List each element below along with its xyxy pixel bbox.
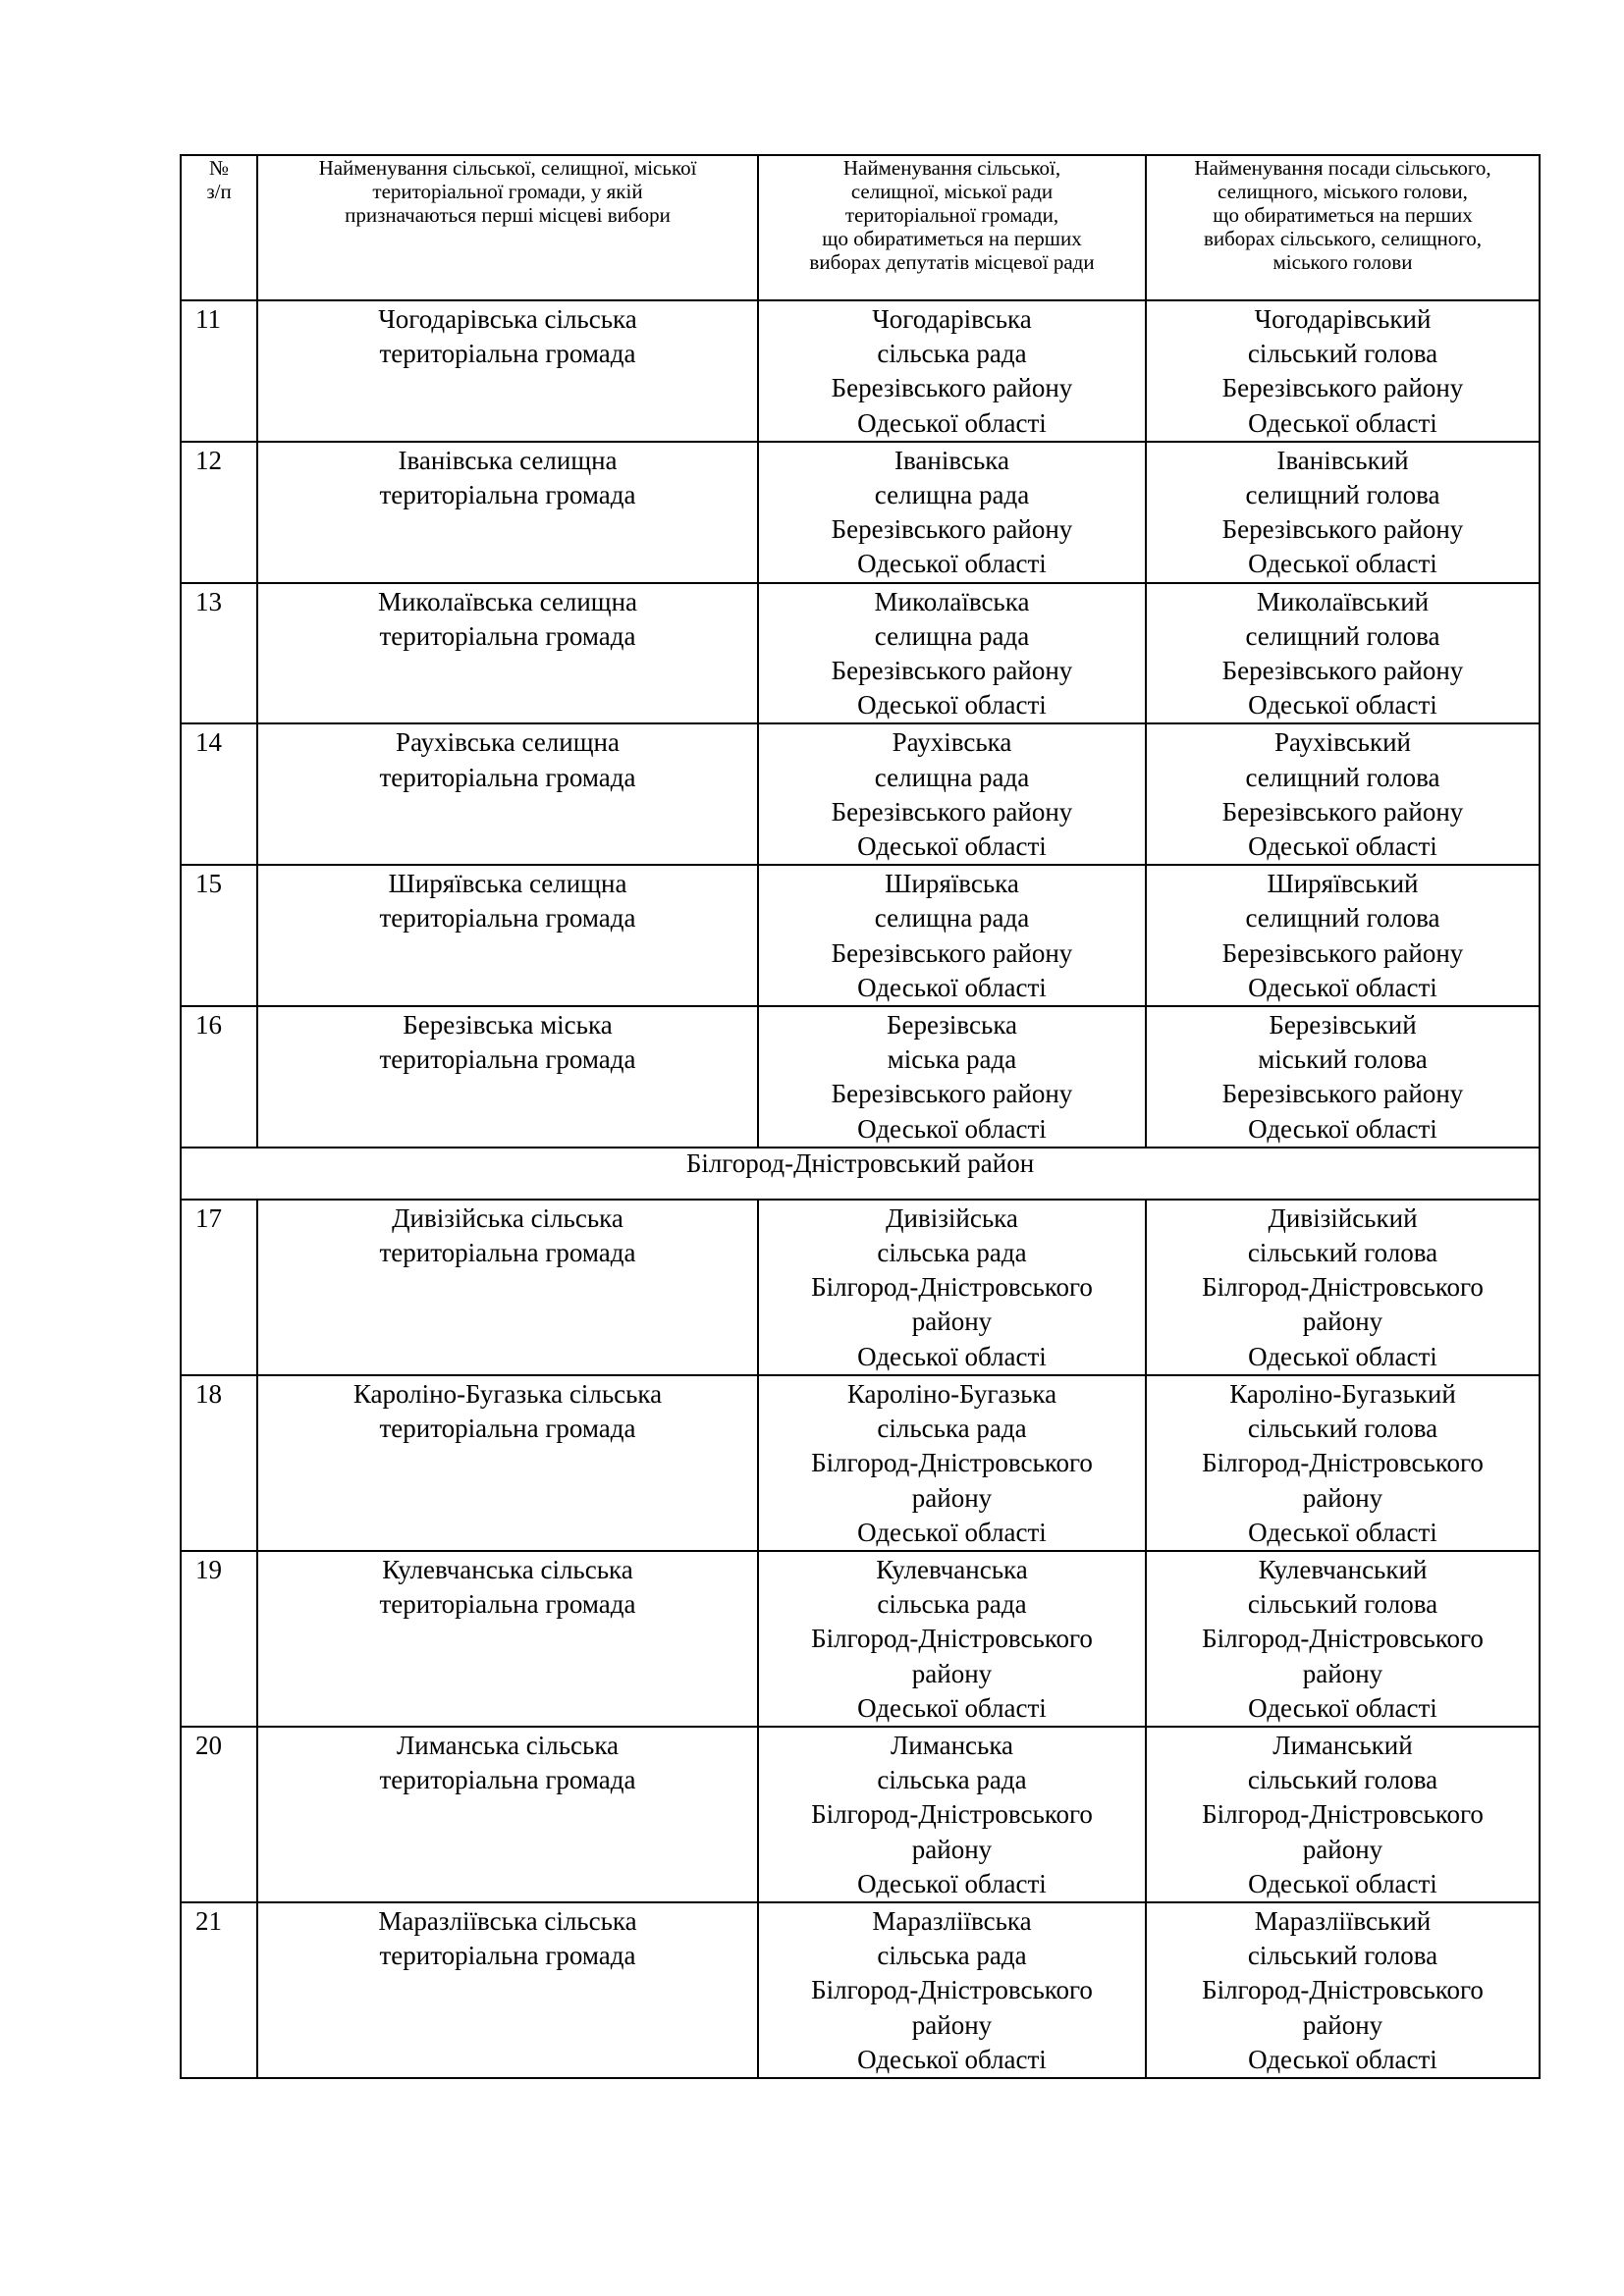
community-line: Дивізійська сільська	[392, 1202, 623, 1233]
head-line: Кароліно-Бугазький	[1229, 1378, 1456, 1409]
council-line: сільська рада	[877, 1414, 1027, 1444]
head-line: Одеської області	[1248, 972, 1437, 1002]
community-line: територіальна громада	[379, 903, 636, 934]
head-line: Лиманський	[1272, 1730, 1413, 1760]
header-num-line: №	[208, 156, 230, 180]
community-line: Ширяївська селищна	[388, 869, 627, 899]
head-line: Білгород-Дністровського	[1202, 1272, 1484, 1303]
council-line: Одеської області	[857, 407, 1047, 438]
council-line: Одеської області	[857, 1868, 1047, 1898]
head-line: Березівського району	[1221, 1079, 1464, 1109]
community-line: Кароліно-Бугазька сільська	[352, 1378, 663, 1409]
head-line: Одеської області	[1248, 1341, 1437, 1371]
council-line: Березівського району	[831, 514, 1073, 545]
table-row	[181, 1902, 1540, 2078]
head-line: району	[1302, 1658, 1383, 1688]
head-line: Березівського району	[1221, 656, 1464, 686]
council-line: Білгород-Дністровського	[811, 1799, 1093, 1830]
council-line: Іванівська	[894, 445, 1009, 475]
head-line: Одеської області	[1248, 831, 1437, 862]
council-line: Білгород-Дністровського	[811, 1975, 1093, 2005]
council-line: Дивізійська	[886, 1202, 1018, 1233]
council-line: Кулевчанська	[876, 1554, 1028, 1584]
council-line: Одеської області	[857, 831, 1047, 862]
community-name-cell	[257, 1375, 758, 1551]
head-line: Одеської області	[1248, 1113, 1437, 1144]
row-number: 11	[181, 300, 257, 442]
head-line: району	[1302, 1307, 1383, 1337]
council-line: селищна рада	[874, 762, 1030, 792]
table-body-berezivskyi	[181, 300, 1540, 1148]
head-line: Кулевчанський	[1258, 1554, 1428, 1584]
council-line: Білгород-Дністровського	[811, 1272, 1093, 1303]
council-line: району	[911, 1658, 993, 1688]
council-line: Одеської області	[857, 1692, 1047, 1723]
council-line: міська рада	[887, 1044, 1017, 1075]
community-line: Чогодарівська сільська	[378, 304, 637, 334]
council-line: сільська рада	[877, 1589, 1027, 1620]
head-line: сільський голова	[1247, 1414, 1438, 1444]
head-line: Іванівський	[1276, 445, 1409, 475]
header-head-line: міського голови	[1272, 250, 1413, 274]
council-line: району	[911, 1307, 993, 1337]
header-community-line: територіальної громади, у якій	[372, 180, 643, 203]
head-line: Березівський	[1269, 1010, 1417, 1041]
council-line: Одеської області	[857, 549, 1047, 579]
council-line: сільська рада	[877, 339, 1027, 369]
row-number: 18	[181, 1375, 257, 1551]
community-line: Раухівська селищна	[396, 727, 620, 758]
community-name-cell	[257, 723, 758, 865]
head-line: Одеської області	[1248, 407, 1437, 438]
table-body-bilhorod-dnistrovskyi	[181, 1200, 1540, 2078]
head-title-cell	[1146, 865, 1540, 1006]
head-line: сільський голова	[1247, 339, 1438, 369]
council-line: Ширяївська	[885, 869, 1019, 899]
council-line: Одеської області	[857, 972, 1047, 1002]
council-line: Березівського району	[831, 937, 1073, 968]
council-line: сільська рада	[877, 1941, 1027, 1971]
head-title-cell	[1146, 300, 1540, 442]
head-title-cell	[1146, 1727, 1540, 1902]
head-line: Білгород-Дністровського	[1202, 1624, 1484, 1654]
council-line: Березівського району	[831, 796, 1073, 827]
head-line: селищний голова	[1245, 903, 1440, 934]
row-number: 13	[181, 583, 257, 724]
community-name-cell	[257, 865, 758, 1006]
head-line: Березівського району	[1221, 373, 1464, 403]
council-line: сільська рада	[877, 1238, 1027, 1268]
header-council-line: Найменування сільської,	[842, 156, 1061, 180]
council-line: району	[911, 1834, 993, 1864]
table-header-row	[181, 155, 1540, 300]
community-name-cell	[257, 1200, 758, 1375]
head-line: Одеської області	[1248, 690, 1437, 721]
head-line: Одеської області	[1248, 1692, 1437, 1723]
row-number: 15	[181, 865, 257, 1006]
head-line: Одеської області	[1248, 549, 1437, 579]
table-row	[181, 442, 1540, 583]
table-row	[181, 1200, 1540, 1375]
council-line: Раухівська	[892, 727, 1012, 758]
community-name-cell	[257, 1727, 758, 1902]
council-line: Березівського району	[831, 656, 1073, 686]
header-head-line: селищного, міського голови,	[1218, 180, 1468, 203]
council-line: Чогодарівська	[872, 304, 1032, 334]
council-line: селищна рада	[874, 620, 1030, 651]
head-line: району	[1302, 1482, 1383, 1513]
community-name-cell	[257, 1551, 758, 1727]
head-line: сільський голова	[1247, 1589, 1438, 1620]
district-title: Білгород-Дністровський район	[181, 1148, 1540, 1200]
community-line: територіальна громада	[379, 1941, 636, 1971]
head-line: селищний голова	[1245, 620, 1440, 651]
row-number: 19	[181, 1551, 257, 1727]
header-council	[758, 155, 1146, 300]
community-line: територіальна громада	[379, 1765, 636, 1795]
council-name-cell	[758, 1375, 1146, 1551]
head-line: району	[1302, 1834, 1383, 1864]
head-line: Ширяївський	[1267, 869, 1419, 899]
header-council-line: селищної, міської ради	[850, 180, 1054, 203]
community-name-cell	[257, 300, 758, 442]
table-row	[181, 1375, 1540, 1551]
council-line: району	[911, 1482, 993, 1513]
community-name-cell	[257, 1902, 758, 2078]
council-name-cell	[758, 1551, 1146, 1727]
council-name-cell	[758, 1902, 1146, 2078]
head-line: Одеської області	[1248, 1868, 1437, 1898]
district-row	[181, 1148, 1540, 1200]
community-line: територіальна громада	[379, 762, 636, 792]
head-title-cell	[1146, 723, 1540, 865]
council-line: Маразліївська	[872, 1905, 1032, 1936]
table-row	[181, 583, 1540, 724]
header-head-line: що обиратиметься на перших	[1213, 203, 1473, 227]
council-line: Березівського району	[831, 373, 1073, 403]
head-line: міський голова	[1258, 1044, 1428, 1075]
head-line: селищний голова	[1245, 480, 1440, 510]
head-title-cell	[1146, 1375, 1540, 1551]
community-line: Маразліївська сільська	[378, 1905, 637, 1936]
council-name-cell	[758, 865, 1146, 1006]
row-number: 20	[181, 1727, 257, 1902]
council-line: Одеської області	[857, 2044, 1047, 2074]
head-line: сільський голова	[1247, 1765, 1438, 1795]
table-row	[181, 1551, 1540, 1727]
head-line: Білгород-Дністровського	[1202, 1975, 1484, 2005]
head-line: Березівського району	[1221, 937, 1464, 968]
head-line: Білгород-Дністровського	[1202, 1448, 1484, 1478]
header-num	[181, 155, 257, 300]
council-name-cell	[758, 723, 1146, 865]
council-line: Білгород-Дністровського	[811, 1448, 1093, 1478]
council-line: Одеської області	[857, 1517, 1047, 1547]
community-line: Кулевчанська сільська	[382, 1554, 633, 1584]
council-line: Одеської області	[857, 690, 1047, 721]
community-line: територіальна громада	[379, 480, 636, 510]
head-title-cell	[1146, 442, 1540, 583]
community-line: Іванівська селищна	[398, 445, 618, 475]
row-number: 17	[181, 1200, 257, 1375]
community-line: територіальна громада	[379, 1414, 636, 1444]
row-number: 21	[181, 1902, 257, 2078]
head-line: Березівського району	[1221, 514, 1464, 545]
row-number: 16	[181, 1006, 257, 1148]
head-line: Миколаївський	[1256, 586, 1430, 616]
head-title-cell	[1146, 1902, 1540, 2078]
head-line: Одеської області	[1248, 1517, 1437, 1547]
council-name-cell	[758, 583, 1146, 724]
head-title-cell	[1146, 1200, 1540, 1375]
community-name-cell	[257, 442, 758, 583]
district-section	[181, 1148, 1540, 1200]
header-head	[1146, 155, 1540, 300]
community-name-cell	[257, 1006, 758, 1148]
row-number: 14	[181, 723, 257, 865]
head-line: Одеської області	[1248, 2044, 1437, 2074]
council-line: Одеської області	[857, 1341, 1047, 1371]
head-title-cell	[1146, 1551, 1540, 1727]
head-line: Раухівський	[1273, 727, 1412, 758]
header-community	[257, 155, 758, 300]
elections-table	[180, 154, 1541, 2079]
table-row	[181, 1727, 1540, 1902]
head-line: сільський голова	[1247, 1941, 1438, 1971]
council-name-cell	[758, 1200, 1146, 1375]
community-line: Березівська міська	[403, 1010, 613, 1041]
head-line: Березівського району	[1221, 796, 1464, 827]
head-line: сільський голова	[1247, 1238, 1438, 1268]
council-name-cell	[758, 1006, 1146, 1148]
header-community-line: Найменування сільської, селищної, міської	[318, 156, 697, 180]
community-line: Миколаївська селищна	[377, 586, 638, 616]
council-line: Одеської області	[857, 1113, 1047, 1144]
council-line: Лиманська	[890, 1730, 1014, 1760]
community-name-cell	[257, 583, 758, 724]
table-row	[181, 300, 1540, 442]
head-line: Чогодарівський	[1254, 304, 1432, 334]
council-line: селищна рада	[874, 903, 1030, 934]
council-name-cell	[758, 442, 1146, 583]
table-row	[181, 723, 1540, 865]
head-title-cell	[1146, 583, 1540, 724]
head-line: селищний голова	[1245, 762, 1440, 792]
head-line: району	[1302, 2009, 1383, 2040]
header-community-line: призначаються перші місцеві вибори	[345, 203, 671, 227]
council-line: селищна рада	[874, 480, 1030, 510]
table-row	[181, 865, 1540, 1006]
community-line: територіальна громада	[379, 1044, 636, 1075]
header-council-line: що обиратиметься на перших	[822, 227, 1082, 250]
row-number: 12	[181, 442, 257, 583]
council-name-cell	[758, 1727, 1146, 1902]
header-council-line: територіальної громади,	[844, 203, 1059, 227]
council-line: сільська рада	[877, 1765, 1027, 1795]
council-line: Березівського району	[831, 1079, 1073, 1109]
header-council-line: виборах депутатів місцевої ради	[809, 250, 1095, 274]
council-name-cell	[758, 300, 1146, 442]
council-line: району	[911, 2009, 993, 2040]
header-head-line: Найменування посади сільського,	[1194, 156, 1491, 180]
community-line: територіальна громада	[379, 1589, 636, 1620]
head-line: Дивізійський	[1268, 1202, 1418, 1233]
header-num-line: з/п	[206, 180, 232, 203]
council-line: Березівська	[886, 1010, 1018, 1041]
head-title-cell	[1146, 1006, 1540, 1148]
community-line: Лиманська сільська	[396, 1730, 620, 1760]
community-line: територіальна громада	[379, 339, 636, 369]
header-head-line: виборах сільського, селищного,	[1203, 227, 1483, 250]
community-line: територіальна громада	[379, 620, 636, 651]
council-line: Кароліно-Бугазька	[846, 1378, 1057, 1409]
council-line: Білгород-Дністровського	[811, 1624, 1093, 1654]
head-line: Білгород-Дністровського	[1202, 1799, 1484, 1830]
table-row	[181, 1006, 1540, 1148]
head-line: Маразліївський	[1254, 1905, 1432, 1936]
council-line: Миколаївська	[874, 586, 1030, 616]
community-line: територіальна громада	[379, 1238, 636, 1268]
